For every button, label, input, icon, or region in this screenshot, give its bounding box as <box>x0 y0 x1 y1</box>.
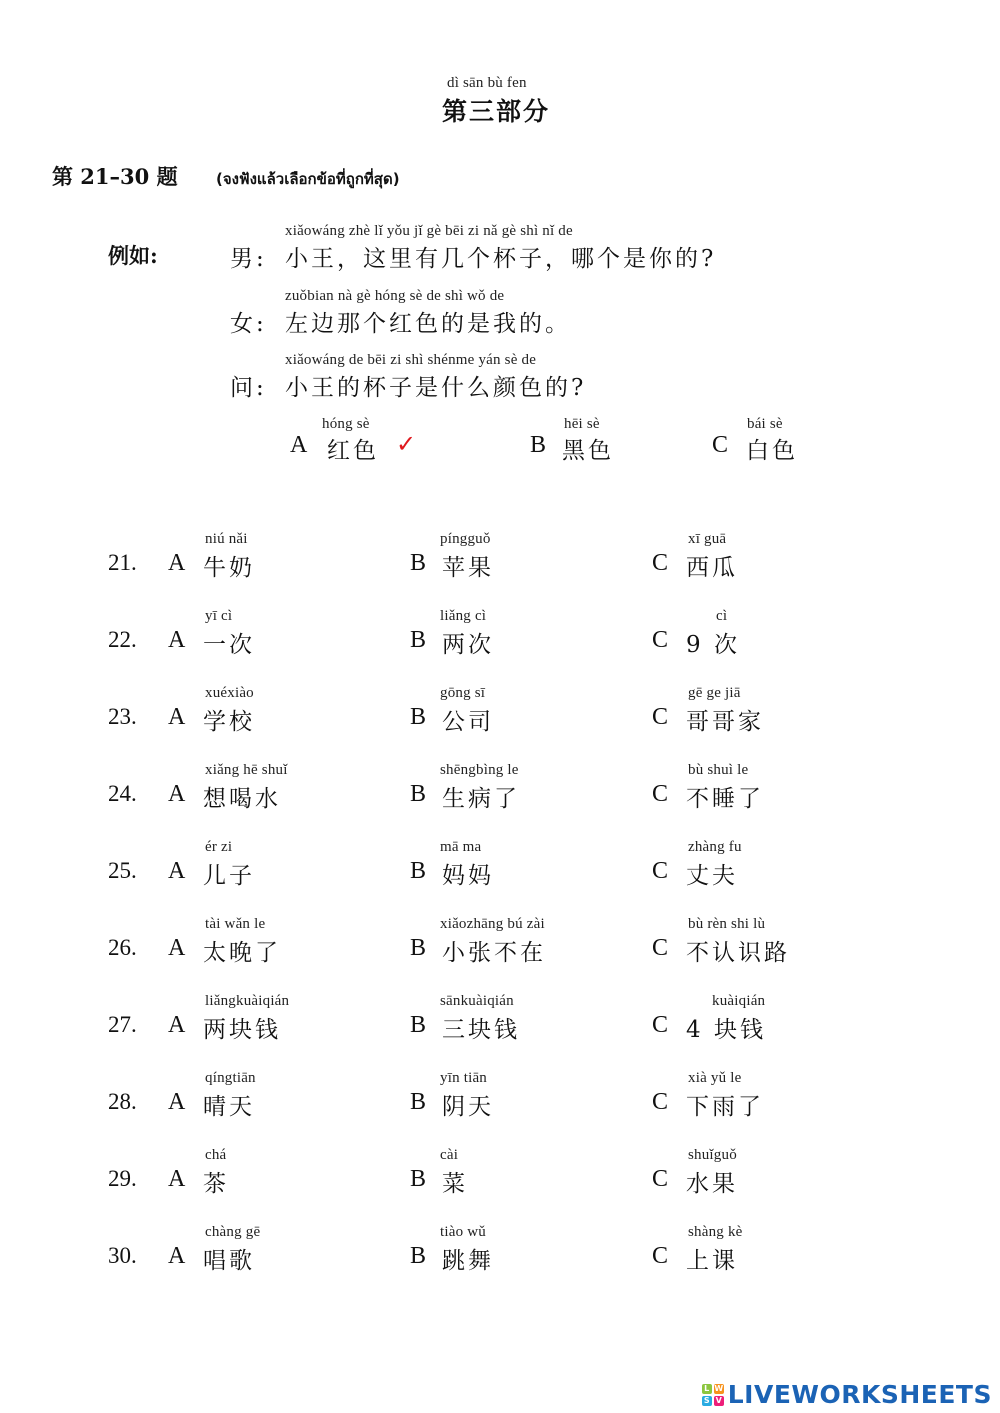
option-c-letter: C <box>652 550 669 576</box>
option-c-pinyin: xià yǔ le <box>688 1070 742 1086</box>
option-b-letter: B <box>410 1166 427 1192</box>
option-b-text: 公司 <box>442 709 494 735</box>
option-a-pinyin: xuéxiào <box>205 685 254 701</box>
option-b-text: 跳舞 <box>442 1248 494 1274</box>
option-c-letter: C <box>652 781 669 807</box>
option-a-text: 两块钱 <box>203 1017 281 1043</box>
option-c-pinyin: kuàiqián <box>712 993 766 1009</box>
option-a-letter: A <box>168 935 186 961</box>
option-a-text: 儿子 <box>203 863 255 889</box>
logo-mark-icon <box>702 1384 724 1406</box>
option-a-text: 太晚了 <box>203 940 281 966</box>
option-c-text: 不认识路 <box>686 940 790 966</box>
option-a-text: 牛奶 <box>203 555 255 581</box>
logo-letter: W <box>714 1383 724 1393</box>
option-c-text: 下雨了 <box>686 1094 764 1120</box>
example-option-c-pinyin: bái sè <box>747 416 783 432</box>
example-label: 例如: <box>108 243 158 268</box>
option-b-pinyin: yīn tiān <box>440 1070 488 1086</box>
liveworksheets-logo <box>702 1380 992 1409</box>
question-number: 21. <box>108 550 137 575</box>
option-a-text: 晴天 <box>203 1094 255 1120</box>
option-c-pinyin: bù rèn shi lù <box>688 916 766 932</box>
logo-text: LIVEWORKSHEETS <box>727 1380 992 1409</box>
example-line-1-text: 小王，这里有几个杯子，哪个是你的? <box>285 246 717 272</box>
option-c-text: 哥哥家 <box>686 709 764 735</box>
example-line-3-pinyin: xiǎowáng de bēi zi shì shénme yán sè de <box>285 352 537 368</box>
option-b-letter: B <box>410 858 427 884</box>
option-b-text: 两次 <box>442 632 494 658</box>
example-option-b-letter: B <box>530 432 547 458</box>
question-number: 23. <box>108 704 137 729</box>
option-a-pinyin: yī cì <box>205 608 233 624</box>
section-label: 第 21–30 题 <box>52 164 178 189</box>
option-b-letter: B <box>410 935 427 961</box>
question-number: 29. <box>108 1166 137 1191</box>
check-mark-icon: ✓ <box>396 430 417 458</box>
option-c-letter: C <box>652 935 669 961</box>
option-c-text: 水果 <box>686 1171 738 1197</box>
page-title: 第三部分 <box>442 97 551 126</box>
option-b-text: 阴天 <box>442 1094 494 1120</box>
option-b-text: 三块钱 <box>442 1017 520 1043</box>
option-b-text: 生病了 <box>442 786 520 812</box>
option-a-pinyin: niú nǎi <box>205 531 248 547</box>
option-a-text: 一次 <box>203 632 255 658</box>
option-c-letter: C <box>652 858 669 884</box>
option-c-letter: C <box>652 627 669 653</box>
option-a-letter: A <box>168 704 186 730</box>
example-speaker-female: 女: <box>230 311 267 337</box>
example-option-c-text: 白色 <box>746 438 798 464</box>
option-a-letter: A <box>168 550 186 576</box>
option-b-text: 小张不在 <box>442 940 546 966</box>
option-b-pinyin: sānkuàiqián <box>440 993 514 1009</box>
question-number: 22. <box>108 627 137 652</box>
option-a-pinyin: ér zi <box>205 839 233 855</box>
example-line-2-text: 左边那个红色的是我的。 <box>285 311 571 337</box>
option-a-letter: A <box>168 627 186 653</box>
option-b-pinyin: cài <box>440 1147 459 1163</box>
option-a-text: 茶 <box>203 1171 229 1197</box>
option-b-letter: B <box>410 781 427 807</box>
example-speaker-question: 问: <box>230 375 267 401</box>
option-b-text: 苹果 <box>442 555 494 581</box>
section-instruction: (จงฟังแล้วเลือกข้อที่ถูกที่สุด) <box>216 170 400 188</box>
option-a-pinyin: chá <box>205 1147 227 1163</box>
example-option-b-text: 黑色 <box>562 438 614 464</box>
option-a-pinyin: xiǎng hē shuǐ <box>205 762 288 778</box>
option-b-pinyin: mā ma <box>440 839 482 855</box>
option-b-letter: B <box>410 1012 427 1038</box>
example-line-1-pinyin: xiǎowáng zhè lǐ yǒu jǐ gè bēi zi nǎ gè shì nǐ de <box>285 223 573 239</box>
example-line-3-text: 小王的杯子是什么颜色的? <box>285 375 587 401</box>
option-c-pinyin: cì <box>716 608 728 624</box>
option-b-letter: B <box>410 704 427 730</box>
option-b-pinyin: gōng sī <box>440 685 486 701</box>
option-b-pinyin: tiào wǔ <box>440 1224 486 1240</box>
option-a-pinyin: qíngtiān <box>205 1070 256 1086</box>
option-c-pinyin: shuǐguǒ <box>688 1147 737 1163</box>
option-a-text: 想喝水 <box>203 786 281 812</box>
option-c-pinyin: bù shuì le <box>688 762 749 778</box>
example-option-a-letter: A <box>290 432 308 458</box>
option-c-text: 4 块钱 <box>686 1017 766 1043</box>
option-a-letter: A <box>168 1243 186 1269</box>
option-c-text: 不睡了 <box>686 786 764 812</box>
option-c-pinyin: gē ge jiā <box>688 685 741 701</box>
question-number: 27. <box>108 1012 137 1037</box>
option-b-letter: B <box>410 1089 427 1115</box>
option-b-pinyin: liǎng cì <box>440 608 487 624</box>
option-c-letter: C <box>652 1166 669 1192</box>
option-b-pinyin: shēngbìng le <box>440 762 519 778</box>
example-option-b-pinyin: hēi sè <box>564 416 600 432</box>
option-c-text: 上课 <box>686 1248 738 1274</box>
question-number: 28. <box>108 1089 137 1114</box>
option-b-pinyin: xiǎozhāng bú zài <box>440 916 545 932</box>
question-number: 24. <box>108 781 137 806</box>
option-a-text: 唱歌 <box>203 1248 255 1274</box>
option-b-text: 菜 <box>442 1171 468 1197</box>
option-b-text: 妈妈 <box>442 863 494 889</box>
option-c-pinyin: xī guā <box>688 531 727 547</box>
option-c-letter: C <box>652 1012 669 1038</box>
option-a-letter: A <box>168 781 186 807</box>
option-b-letter: B <box>410 627 427 653</box>
option-c-text: 西瓜 <box>686 555 738 581</box>
example-line-2-pinyin: zuǒbian nà gè hóng sè de shì wǒ de <box>285 288 505 304</box>
option-a-letter: A <box>168 1166 186 1192</box>
option-c-pinyin: shàng kè <box>688 1224 743 1240</box>
option-a-pinyin: chàng gē <box>205 1224 261 1240</box>
option-a-pinyin: liǎngkuàiqián <box>205 993 290 1009</box>
example-option-a-text: 红色 <box>327 438 379 464</box>
question-number: 25. <box>108 858 137 883</box>
option-a-letter: A <box>168 1012 186 1038</box>
example-option-c-letter: C <box>712 432 729 458</box>
example-option-a-pinyin: hóng sè <box>322 416 370 432</box>
option-a-letter: A <box>168 858 186 884</box>
option-c-pinyin: zhàng fu <box>688 839 742 855</box>
option-b-letter: B <box>410 550 427 576</box>
logo-letter: V <box>715 1395 722 1405</box>
logo-letter: L <box>702 1384 712 1394</box>
option-c-letter: C <box>652 704 669 730</box>
option-c-text: 丈夫 <box>686 863 738 889</box>
logo-letter: S <box>702 1396 712 1406</box>
example-speaker-male: 男: <box>230 246 267 272</box>
option-a-pinyin: tài wǎn le <box>205 916 266 932</box>
question-number: 26. <box>108 935 137 960</box>
option-b-pinyin: píngguǒ <box>440 531 491 547</box>
option-c-text: 9 次 <box>686 632 740 658</box>
option-a-text: 学校 <box>203 709 255 735</box>
option-a-letter: A <box>168 1089 186 1115</box>
option-b-letter: B <box>410 1243 427 1269</box>
question-number: 30. <box>108 1243 137 1268</box>
title-pinyin: dì sān bù fen <box>447 75 527 91</box>
option-c-letter: C <box>652 1243 669 1269</box>
option-c-letter: C <box>652 1089 669 1115</box>
